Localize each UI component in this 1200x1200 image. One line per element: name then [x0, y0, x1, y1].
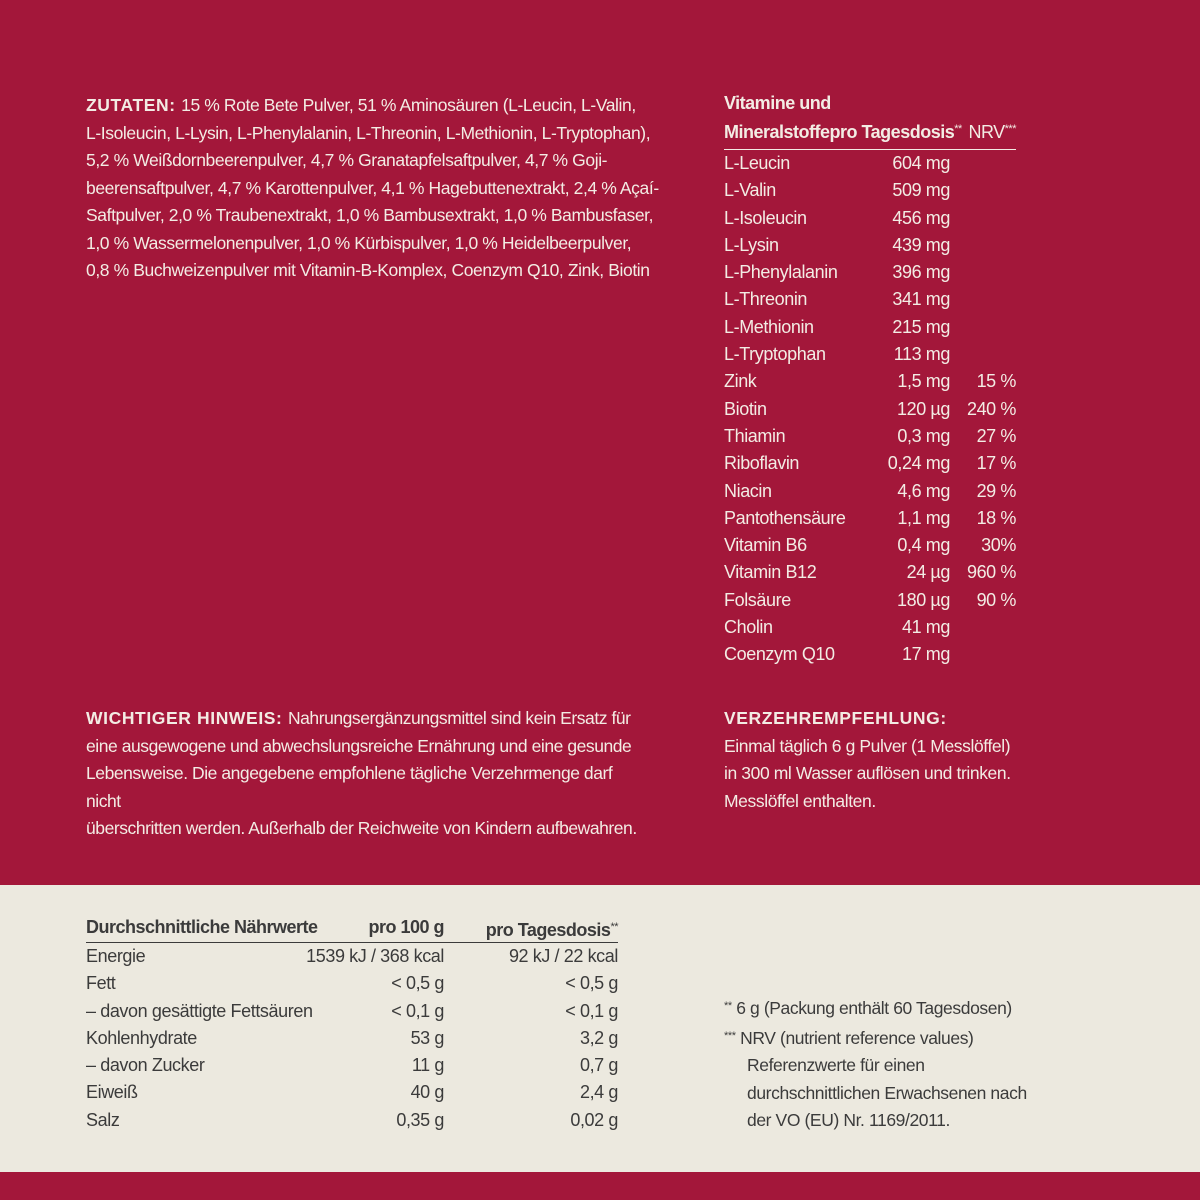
- nutrition-label: – davon gesättigte Fettsäuren: [86, 1000, 313, 1021]
- nutrition-label: Energie: [86, 946, 146, 966]
- vitamin-row: [724, 314, 1016, 341]
- ingredients-heading: ZUTATEN:: [86, 95, 182, 115]
- vitamin-name: Pantothensäure: [724, 507, 846, 528]
- nutrition-table-header: [86, 914, 618, 940]
- nutrition-col-perdose: [486, 914, 618, 943]
- vitamin-row: [724, 559, 1016, 586]
- vitamin-amount: 1,1 mg: [897, 507, 950, 528]
- vitamin-row: [724, 286, 1016, 313]
- verzehr-block: [724, 705, 1034, 815]
- vitamin-row: [724, 150, 1016, 177]
- nutrition-label: Salz: [86, 1109, 120, 1130]
- nutrition-label: – davon Zucker: [86, 1055, 205, 1076]
- hinweis-line: Lebensweise. Die angegebene empfohlene tägliche Verzehrmenge darf nicht: [86, 763, 613, 811]
- ingredients-line: Saftpulver, 2,0 % Traubenextrakt, 1,0 % Bambusextrakt, 1,0 % Bambusfaser,: [86, 205, 654, 225]
- ingredients-block: [86, 92, 676, 285]
- vitamin-name: Thiamin: [724, 425, 786, 446]
- vitamin-row: [724, 396, 1016, 423]
- nutrition-row: [86, 943, 618, 970]
- vitamin-name: Folsäure: [724, 589, 791, 610]
- vitamin-name: Cholin: [724, 617, 773, 638]
- vitamin-row: [724, 532, 1016, 559]
- footnote-2: [724, 1023, 1044, 1053]
- ingredients-line: 0,8 % Buchweizenpulver mit Vitamin-B-Komplex, Coenzym Q10, Zink, Biotin: [86, 260, 650, 280]
- vitamin-nrv: 960 %: [966, 562, 1016, 583]
- footnote-2-line: durchschnittlichen Erwachsenen nach: [747, 1082, 1027, 1103]
- nutrition-perdose: 0,7 g: [579, 1055, 618, 1076]
- nutrition-label: Fett: [86, 973, 116, 994]
- vitamin-name: L-Valin: [724, 180, 776, 201]
- vitamin-name: Zink: [724, 371, 757, 392]
- vitamin-header-line1: Vitamine und: [724, 93, 831, 113]
- vitamin-row: [724, 478, 1016, 505]
- nutrition-label: Eiweiß: [86, 1082, 138, 1103]
- vitamin-name: L-Threonin: [724, 289, 808, 310]
- nutrition-row: [86, 1052, 618, 1079]
- ingredients-line: beerensaftpulver, 4,7 % Karottenpulver, 4,1 % Hagebuttenextrakt, 2,4 % Açaí-: [86, 177, 659, 198]
- vitamin-name: Niacin: [724, 480, 772, 501]
- vitamin-amount: 604 mg: [892, 153, 950, 173]
- nutrition-per100: 11 g: [411, 1055, 444, 1076]
- nutrition-col-perdose-sup: **: [610, 921, 618, 933]
- nrv-column-header: [968, 116, 1016, 145]
- hinweis-heading: WICHTIGER HINWEIS:: [86, 708, 288, 728]
- vitamin-nrv: 90 %: [976, 589, 1016, 610]
- nutrition-per100: < 0,5 g: [391, 973, 444, 994]
- vitamin-row: [724, 641, 1016, 668]
- nutrition-col-perdose-label: pro Tagesdosis: [485, 920, 611, 940]
- vitamin-nrv: 30%: [981, 535, 1016, 556]
- nutrition-row: [86, 970, 618, 997]
- vitamin-amount: 113 mg: [893, 344, 950, 365]
- ingredients-line: 5,2 % Weißdornbeerenpulver, 4,7 % Granatapfelsaftpulver, 4,7 % Goji-: [86, 150, 608, 170]
- nutrition-per100: 1539 kJ / 368 kcal: [306, 946, 444, 966]
- verzehr-line: in 300 ml Wasser auflösen und trinken.: [724, 763, 1011, 783]
- vitamin-row: [724, 341, 1016, 368]
- vitamin-name: L-Leucin: [724, 153, 790, 173]
- vitamin-header-line2: Mineralstoffepro Tagesdosis: [724, 122, 955, 142]
- vitamin-header-sup: **: [954, 123, 962, 135]
- verzehr-line: Messlöffel enthalten.: [724, 790, 876, 811]
- vitamin-name: L-Lysin: [724, 234, 779, 255]
- ingredients-line: 15 % Rote Bete Pulver, 51 % Aminosäuren (L-Leucin, L-Valin,: [181, 95, 636, 115]
- nutrition-rows: [86, 943, 618, 1134]
- vitamin-amount: 396 mg: [892, 262, 950, 283]
- nrv-label: NRV: [968, 122, 1005, 142]
- nutrition-perdose: 92 kJ / 22 kcal: [508, 946, 618, 966]
- nutrition-perdose: 0,02 g: [570, 1109, 618, 1130]
- footnotes-block: [724, 993, 1044, 1135]
- vitamin-amount: 41 mg: [901, 617, 950, 638]
- vitamin-nrv: 240 %: [966, 398, 1016, 419]
- nutrition-perdose: < 0,1 g: [565, 1000, 618, 1021]
- vitamin-name: Vitamin B12: [724, 562, 817, 583]
- nutrition-perdose: 3,2 g: [579, 1027, 618, 1048]
- vitamin-nrv: 17 %: [976, 453, 1016, 474]
- vitamin-row: [724, 259, 1016, 286]
- nutrition-col-per100: pro 100 g: [368, 917, 444, 937]
- footnote-2-line: der VO (EU) Nr. 1169/2011.: [747, 1110, 950, 1130]
- nutrition-per100: 53 g: [410, 1027, 444, 1048]
- vitamin-name: L-Methionin: [724, 316, 814, 337]
- vitamin-row: [724, 177, 1016, 204]
- nutrition-row: [86, 1025, 618, 1052]
- vitamin-amount: 341 mg: [892, 289, 950, 310]
- footnote-2-line: Referenzwerte für einen: [747, 1055, 925, 1075]
- vitamin-row: [724, 450, 1016, 477]
- label-cream-panel: [0, 885, 1200, 1172]
- vitamin-name: L-Isoleucin: [724, 207, 807, 228]
- nutrition-per100: 0,35 g: [396, 1109, 444, 1130]
- vitamin-nrv: 27 %: [976, 425, 1016, 446]
- nutrition-perdose: < 0,5 g: [565, 973, 618, 994]
- vitamin-amount: 0,3 mg: [897, 425, 950, 446]
- vitamin-amount: 0,24 mg: [887, 453, 950, 474]
- vitamin-amount: 439 mg: [892, 234, 950, 255]
- vitamin-amount: 17 mg: [901, 644, 950, 665]
- vitamin-row: [724, 368, 1016, 395]
- nutrition-row: [86, 998, 618, 1025]
- vitamin-amount: 24 µg: [906, 562, 950, 583]
- hinweis-line: eine ausgewogene und abwechslungsreiche Ernährung und eine gesunde: [86, 735, 632, 756]
- vitamin-rows: [724, 150, 1016, 669]
- vitamin-name: Biotin: [724, 398, 767, 419]
- vitamin-name: Vitamin B6: [724, 535, 807, 556]
- nutrition-table: [86, 914, 618, 1134]
- hinweis-line: überschritten werden. Außerhalb der Reichweite von Kindern aufbewahren.: [86, 818, 637, 838]
- nutrition-label: Kohlenhydrate: [86, 1027, 197, 1048]
- vitamin-nrv: 29 %: [976, 480, 1016, 501]
- ingredients-line: 1,0 % Wassermelonenpulver, 1,0 % Kürbispulver, 1,0 % Heidelbeerpulver,: [86, 232, 632, 253]
- footnote-1-text: 6 g (Packung enthält 60 Tagesdosen): [736, 998, 1012, 1018]
- hinweis-block: [86, 705, 646, 843]
- hinweis-line: Nahrungsergänzungsmittel sind kein Ersatz für: [287, 708, 631, 728]
- vitamin-table: [724, 90, 1016, 669]
- nutrition-row: [86, 1107, 618, 1134]
- vitamin-name: Riboflavin: [724, 453, 800, 474]
- nutrition-per100: 40 g: [410, 1082, 444, 1103]
- vitamin-amount: 120 µg: [896, 398, 950, 419]
- footnote-2-line: NRV (nutrient reference values): [740, 1027, 974, 1048]
- vitamin-amount: 180 µg: [896, 589, 950, 610]
- bottom-red-band: [0, 1172, 1200, 1200]
- vitamin-name: Coenzym Q10: [724, 644, 835, 665]
- vitamin-row: [724, 587, 1016, 614]
- vitamin-table-header: [724, 90, 1016, 145]
- vitamin-name: L-Phenylalanin: [724, 262, 838, 283]
- nutrition-col-label: Durchschnittliche Nährwerte: [86, 917, 318, 937]
- verzehr-heading: VERZEHREMPFEHLUNG:: [724, 708, 947, 728]
- nutrition-perdose: 2,4 g: [579, 1082, 618, 1103]
- vitamin-amount: 509 mg: [892, 180, 950, 201]
- vitamin-amount: 456 mg: [892, 207, 950, 228]
- nutrition-row: [86, 1079, 618, 1106]
- vitamin-row: [724, 205, 1016, 232]
- vitamin-amount: 1,5 mg: [897, 371, 950, 392]
- vitamin-amount: 215 mg: [892, 316, 950, 337]
- vitamin-amount: 4,6 mg: [897, 480, 950, 501]
- vitamin-nrv: 15 %: [976, 371, 1016, 392]
- vitamin-row: [724, 423, 1016, 450]
- footnote-1-mark: **: [724, 1000, 732, 1012]
- vitamin-row: [724, 505, 1016, 532]
- vitamin-nrv: 18 %: [976, 507, 1016, 528]
- footnote-1: [724, 993, 1044, 1023]
- vitamin-amount: 0,4 mg: [897, 535, 950, 556]
- nutrition-per100: < 0,1 g: [391, 1000, 444, 1021]
- ingredients-line: L-Isoleucin, L-Lysin, L-Phenylalanin, L-Threonin, L-Methionin, L-Tryptophan),: [86, 122, 651, 143]
- footnote-2-mark: ***: [724, 1029, 736, 1042]
- nrv-sup: ***: [1004, 123, 1016, 135]
- vitamin-name: L-Tryptophan: [724, 344, 826, 365]
- vitamin-row: [724, 232, 1016, 259]
- verzehr-line: Einmal täglich 6 g Pulver (1 Messlöffel): [724, 735, 1011, 756]
- vitamin-row: [724, 614, 1016, 641]
